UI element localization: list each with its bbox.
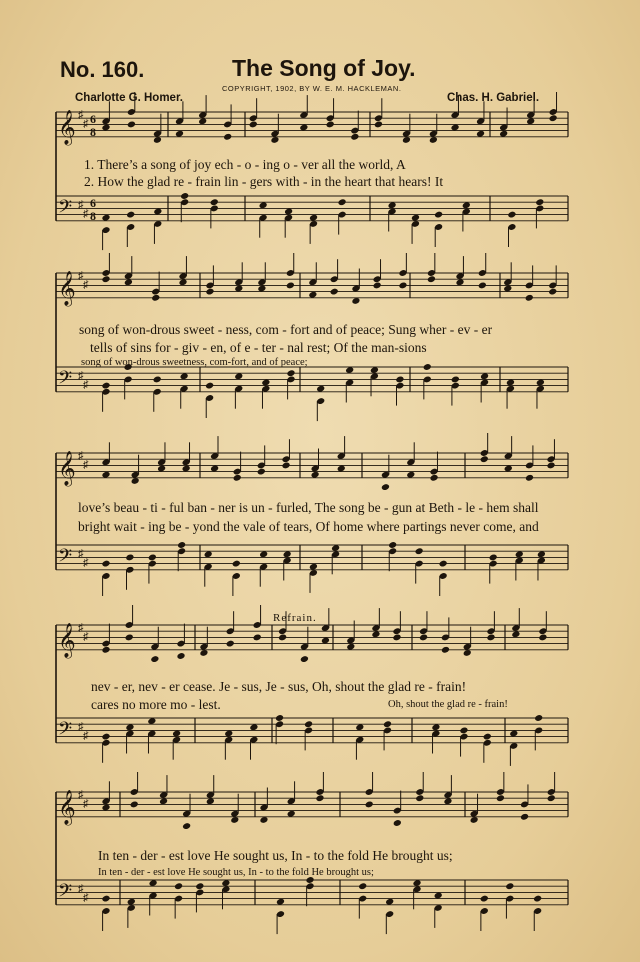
note-head <box>451 375 460 383</box>
time-signature-bottom: 8 <box>90 125 96 139</box>
note-head <box>286 369 295 377</box>
note-head <box>233 474 242 482</box>
note-head <box>549 114 558 122</box>
note-head <box>459 726 468 734</box>
note-head <box>427 275 436 283</box>
note-head <box>392 633 401 641</box>
note-head <box>534 714 543 722</box>
key-sharp-icon: ♯ <box>78 270 84 282</box>
note-head <box>101 733 110 741</box>
note-head <box>388 541 397 549</box>
note-head <box>177 541 186 549</box>
key-sharp-icon: ♯ <box>78 622 84 634</box>
note-head <box>478 281 487 289</box>
key-sharp-icon: ♯ <box>83 730 89 742</box>
note-head <box>538 633 547 641</box>
lyric-line-s3-v2: bright wait - ing be - yond the vale of tears, Of home where partings never come, and <box>78 519 539 534</box>
note-head <box>525 294 534 302</box>
note-head <box>393 819 402 827</box>
note-head <box>415 794 424 802</box>
key-sharp-icon: ♯ <box>78 789 84 801</box>
composer-credit: Chas. H. Gabriel. <box>447 92 540 104</box>
lyric-line-s4-v2: cares no more mo - lest. <box>91 697 221 712</box>
note-head <box>520 813 529 821</box>
hymn-title: The Song of Joy. <box>232 55 416 81</box>
note-head <box>205 382 214 390</box>
lyric-line-s4-v1: nev - er, nev - er cease. Je - sus, Je - sus, Oh, shout the glad re - frain! <box>91 679 467 694</box>
lyric-line-s2-v1: song of won-drous sweet - ness, com - fort and of peace; Sung wher - ev - er <box>79 322 493 337</box>
note-head <box>315 794 324 802</box>
note-head <box>326 120 335 128</box>
note-head <box>415 547 424 555</box>
note-head <box>441 646 450 654</box>
note-head <box>223 133 232 141</box>
note-head <box>330 288 339 296</box>
key-sharp-icon: ♯ <box>83 118 89 130</box>
lyric-line-s4-bass: Oh, shout the glad re - frain! <box>388 699 508 710</box>
lyric-line-s2-v2: tells of sins for - giv - en, of e - ter - nal rest; Of the man-sions <box>90 340 427 355</box>
note-head <box>286 281 295 289</box>
refrain-label: Refrain. <box>273 612 317 624</box>
note-head <box>226 640 235 648</box>
note-head <box>365 800 374 808</box>
note-head <box>210 198 219 206</box>
note-head <box>257 468 266 476</box>
note-head <box>374 120 383 128</box>
lyric-line-s5-v1: In ten - der - est love He sought us, In - to the fold He brought us; <box>98 848 453 863</box>
note-head <box>338 198 347 206</box>
note-head <box>278 633 287 641</box>
key-sharp-icon: ♯ <box>78 721 84 733</box>
treble-clef-icon: 𝄞 <box>58 271 76 306</box>
treble-clef-icon: 𝄞 <box>58 623 76 658</box>
note-head <box>275 714 284 722</box>
note-head <box>101 895 110 903</box>
note-head <box>381 483 390 491</box>
lyric-line-s1-v2: 2. How the glad re - frain lin - gers with - in the heart that hears! It <box>84 174 444 189</box>
note-head <box>205 288 214 296</box>
note-head <box>195 882 204 890</box>
note-head <box>304 720 313 728</box>
key-sharp-icon: ♯ <box>78 450 84 462</box>
note-head <box>358 882 367 890</box>
note-head <box>434 211 443 219</box>
note-head <box>176 652 185 660</box>
time-signature-top: 6 <box>90 196 96 210</box>
bass-clef-icon: 𝄢 <box>58 368 73 393</box>
note-head <box>249 120 258 128</box>
note-head <box>505 882 514 890</box>
bass-clef-icon: 𝄢 <box>58 546 73 571</box>
lyric-line-s1-v1: 1. There’s a song of joy ech - o - ing o - ver all the world, A <box>84 157 406 172</box>
key-sharp-icon: ♯ <box>83 557 89 569</box>
note-head <box>150 655 159 663</box>
note-head <box>151 294 160 302</box>
note-head <box>489 553 498 561</box>
note-head <box>398 281 407 289</box>
note-head <box>101 560 110 568</box>
hymn-number: No. 160. <box>60 57 145 82</box>
lyric-line-s2-bass: song of won-drous sweetness, com-fort, and of peace; <box>81 357 308 368</box>
note-head <box>148 553 157 561</box>
note-head <box>547 461 556 469</box>
lyric-line-s5-bass: In ten - der - est love He sought us, In - to the fold He brought us; <box>98 867 374 878</box>
key-sharp-icon: ♯ <box>78 370 84 382</box>
note-head <box>127 120 136 128</box>
note-head <box>174 882 183 890</box>
key-sharp-icon: ♯ <box>78 548 84 560</box>
note-head <box>182 822 191 830</box>
time-signature-top: 6 <box>90 112 96 126</box>
lyricist-credit: Charlotte G. Homer. <box>75 92 183 104</box>
key-sharp-icon: ♯ <box>83 892 89 904</box>
note-head <box>423 363 432 371</box>
note-head <box>232 560 241 568</box>
note-head <box>383 720 392 728</box>
note-head <box>130 800 139 808</box>
key-sharp-icon: ♯ <box>83 631 89 643</box>
treble-clef-icon: 𝄞 <box>58 110 76 145</box>
note-head <box>480 895 489 903</box>
lyric-line-s3-v1: love’s beau - ti - ful ban - ner is un - furled, The song be - gun at Beth - le - hem shall <box>78 500 539 515</box>
copyright-notice: COPYRIGHT, 1902, BY W. E. M. HACKLEMAN. <box>222 84 402 93</box>
key-sharp-icon: ♯ <box>78 199 84 211</box>
note-head <box>547 794 556 802</box>
note-head <box>419 633 428 641</box>
note-head <box>486 633 495 641</box>
note-head <box>525 474 534 482</box>
key-sharp-icon: ♯ <box>78 109 84 121</box>
note-head <box>101 275 110 283</box>
bass-clef-icon: 𝄢 <box>58 719 73 744</box>
note-head <box>395 375 404 383</box>
note-head <box>153 375 162 383</box>
note-head <box>483 733 492 741</box>
key-sharp-icon: ♯ <box>78 883 84 895</box>
note-head <box>480 455 489 463</box>
note-head <box>101 382 110 390</box>
note-head <box>180 192 189 200</box>
bass-clef-icon: 𝄢 <box>58 881 73 906</box>
key-sharp-icon: ♯ <box>83 798 89 810</box>
key-sharp-icon: ♯ <box>83 208 89 220</box>
note-head <box>126 211 135 219</box>
note-head <box>101 646 110 654</box>
note-head <box>125 633 134 641</box>
note-head <box>373 281 382 289</box>
bass-clef-icon: 𝄢 <box>58 197 73 222</box>
note-head <box>253 633 262 641</box>
key-sharp-icon: ♯ <box>83 379 89 391</box>
treble-clef-icon: 𝄞 <box>58 451 76 486</box>
note-head <box>548 288 557 296</box>
treble-clef-icon: 𝄞 <box>58 790 76 825</box>
key-sharp-icon: ♯ <box>83 459 89 471</box>
note-head <box>496 794 505 802</box>
note-head <box>125 553 134 561</box>
note-head <box>430 474 439 482</box>
time-signature-bottom: 8 <box>90 209 96 223</box>
note-head <box>535 198 544 206</box>
note-head <box>300 655 309 663</box>
note-head <box>350 133 359 141</box>
key-sharp-icon: ♯ <box>83 279 89 291</box>
note-head <box>533 895 542 903</box>
note-head <box>282 461 291 469</box>
note-head <box>507 211 516 219</box>
note-head <box>439 560 448 568</box>
